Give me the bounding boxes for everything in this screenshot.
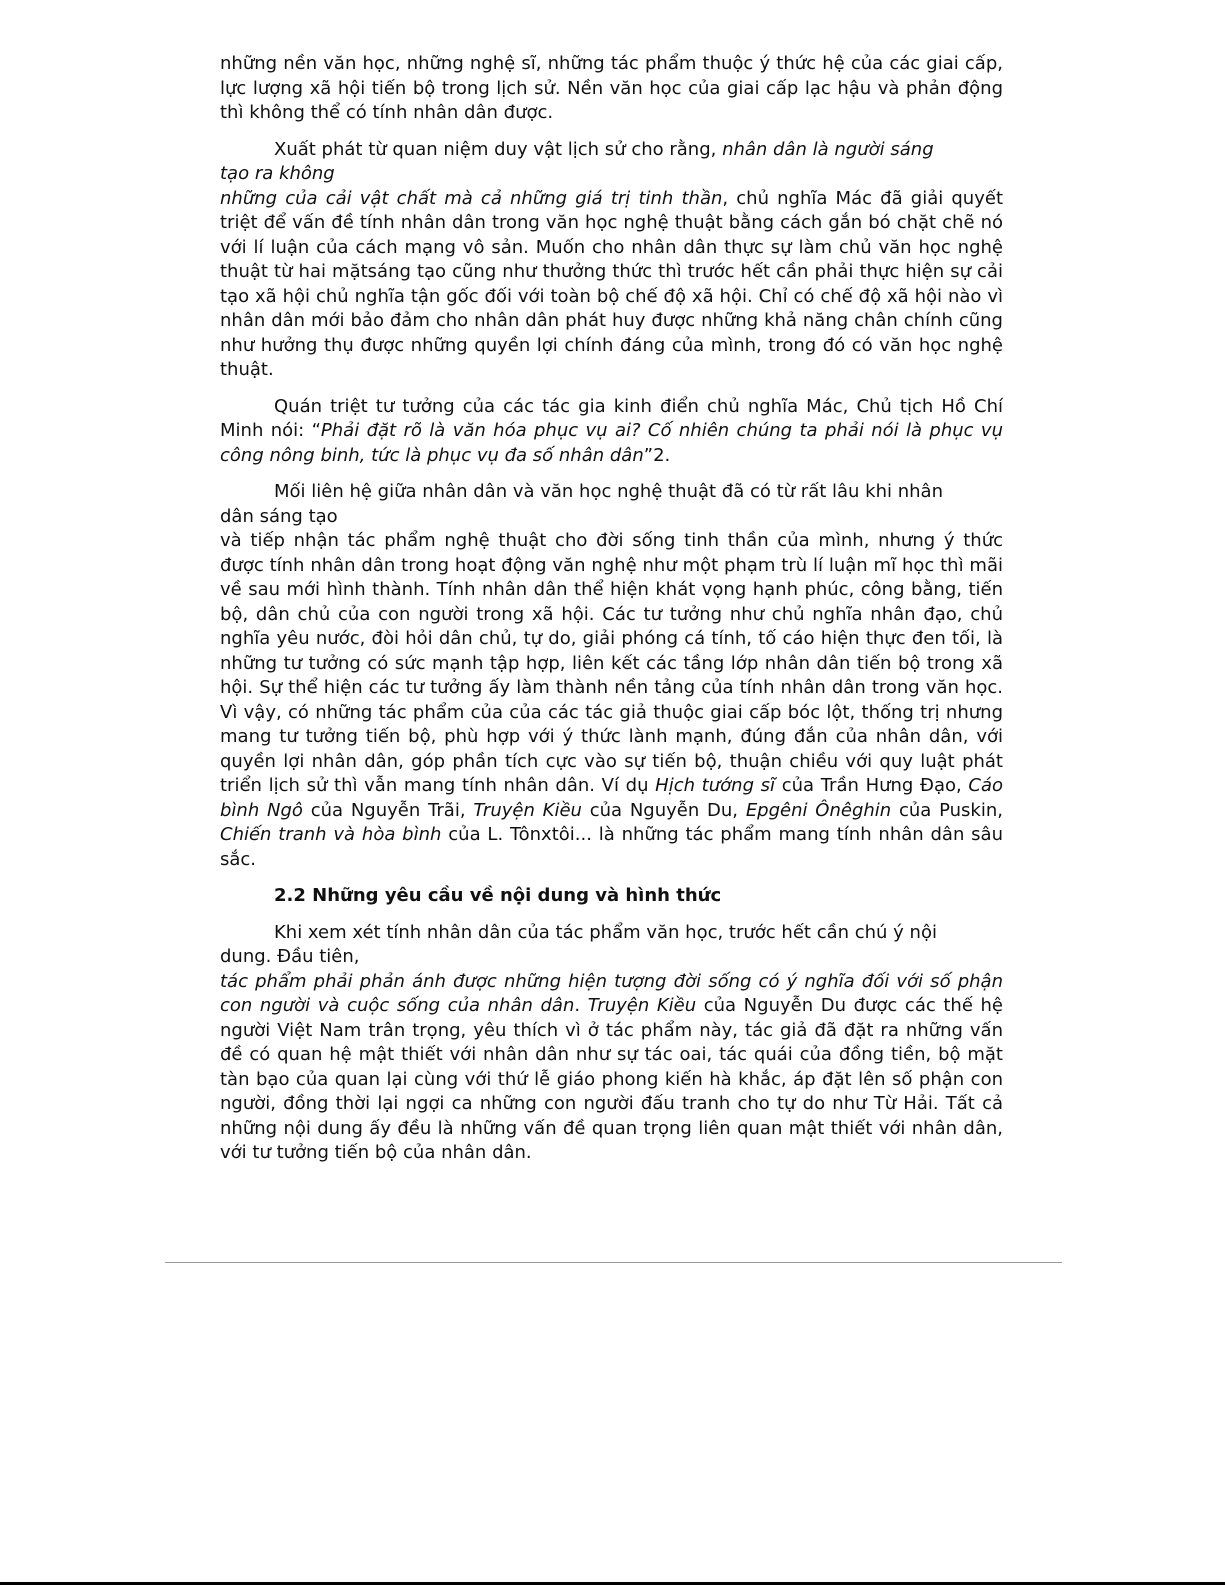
paragraph-3-tail: ”2. [643, 444, 671, 466]
spread-word-6: tạo [308, 505, 338, 527]
paragraph-2-rest: , chủ nghĩa Mác đã giải quyết triệt để vấn đề tính nhân dân trong văn học nghệ thuật bằng cách gắn bó chặt chẽ nó với lí luận của cách mạng vô sản. Muốn cho nhân dân thực sự làm chủ văn học nghệ thuật từ hai mặtsáng tạo cũng như thưởng thức thì trước hết cần phải thực hiện sự cải tạo xã hội chủ nghĩa tận gốc đối với toàn bộ chế độ xã hội. Chỉ có chế độ xã hội nào vì nhân dân mới bảo đảm cho nhân dân phát huy được những khả năng chân chính cũng như hưởng thụ được những quyền lợi chính đáng của mình, trong đó có văn học nghệ thuật. [220, 187, 1004, 380]
paragraph-5 [220, 921, 1003, 1166]
paragraph-5-body [220, 970, 1003, 1166]
spread-word-3: không [279, 163, 335, 184]
hcm-quote: Phải đặt rõ là văn hóa phục vụ ai? Cố nhiên chúng ta phải nói là phục vụ công nông binh, tức là phục vụ đa số nhân dân [220, 420, 1003, 466]
paragraph-2-italic-b: những của cải vật chất mà cả những giá trị tinh thần [220, 187, 723, 209]
paragraph-2-lead: Xuất phát từ quan niệm duy vật lịch sử cho rằng, [274, 138, 723, 160]
paragraph-4-lead: Mối liên hệ giữa nhân dân và văn học nghệ thuật đã có từ rất lâu khi nhân [274, 481, 943, 502]
work-epgeni-oneghin: Epgêni Ônêghin [745, 799, 892, 821]
work-truyen-kieu: Truyện Kiều [473, 799, 582, 821]
paragraph-4-body: và tiếp nhận tác phẩm nghệ thuật cho đời sống tinh thần của mình, nhưng ý thức được tính nhân dân trong hoạt động văn nghệ như một phạm trù lí luận mĩ học thì mãi về sau mới hình thành. Tính nhân dân thể hiện khát vọng hạnh phúc, công bằng, tiến bộ, dân chủ của con người trong xã hội. Các tư tưởng như chủ nghĩa nhân đạo, chủ nghĩa yêu nước, đòi hỏi dân chủ, tự do, giải phóng cá tính, tố cáo hiện thực đen tối, là những tư tưởng có sức mạnh tập hợp, liên kết các tầng lớp nhân dân tiến bộ trong xã hội. Sự thể hiện các tư tưởng ấy làm thành nền tảng của tính nhân dân trong văn học. Vì vậy, có những tác phẩm của của các tác giả thuộc giai cấp bóc lột, thống trị nhưng mang tư tưởng tiến bộ, phù hợp với ý thức lành mạnh, đúng đắn của nhân dân, với quyền lợi nhân dân, góp phần tích cực vào sự tiến bộ, thuận chiều với quy luật phát triển lịch sử thì vẫn mang tính nhân dân. Ví dụ [220, 530, 1003, 796]
paragraph-1-text: những nền văn học, những nghệ sĩ, những tác phẩm thuộc ý thức hệ của các giai cấp, lực lượng xã hội tiến bộ trong lịch sử. Nền văn học của giai cấp lạc hậu và phản động thì không thể có tính nhân dân được. [220, 53, 1003, 123]
paragraph-3 [220, 395, 1003, 469]
spread-word-1: tạo [220, 163, 250, 184]
paragraph-4-body-wrap [220, 529, 1003, 872]
spread-word-2: ra [254, 163, 274, 184]
work-truyen-kieu-2: Truyện Kiều [587, 995, 697, 1016]
paragraph-5-lead: Khi xem xét tính nhân dân của tác phẩm văn học, trước hết cần chú ý nội [274, 921, 937, 943]
paragraph-2-first-line [220, 138, 1003, 163]
paragraph-5-rest: của Nguyễn Du được các thế hệ người Việt Nam trân trọng, yêu thích vì ở tác phẩm này, tác giả đã đặt ra những vấn đề có quan hệ mật thiết với nhân dân như sự tác oai, tác quái của đồng tiền, bộ mặt tàn bạo của quan lại cùng với thứ lễ giáo phong kiến hà khắc, áp đặt lên số phận con người, đồng thời lại ngợi ca những con người đấu tranh cho tự do như Từ Hải. Tất cả những nội dung ấy đều là những vấn đề quan trọng liên quan mật thiết với nhân dân, với tư tưởng tiến bộ của nhân dân. [220, 995, 1003, 1163]
work-hich-tuong-si: Hịch tướng sĩ [655, 775, 776, 796]
paragraph-4-t2: của Nguyễn Trãi, [302, 799, 474, 821]
work-cao-binh-ngo: Cáo bình Ngô [220, 775, 1004, 821]
work-chien-tranh-va-hoa-binh: Chiến tranh và hòa bình [220, 824, 442, 845]
paragraph-4-spread-line [220, 505, 1003, 530]
paragraph-5-spread-line [220, 945, 1003, 970]
section-heading: 2.2 Những yêu cầu về nội dung và hình thức [274, 885, 722, 906]
footnote-separator [165, 1262, 1062, 1263]
paragraph-4-t4: của Puskin, [891, 799, 1003, 821]
spread-word-5: sáng [259, 505, 303, 527]
paragraph-1 [220, 52, 1003, 126]
spread-word-8: Đầu [277, 946, 314, 967]
paragraph-4-t3: của Nguyễn Du, [581, 799, 746, 821]
paragraph-4-t1: của Trần Hưng Đạo, [775, 775, 969, 796]
paragraph-5-italic: tác phẩm phải phản ánh được những hiện tượng đời sống có ý nghĩa đối với số phận con người và cuộc sống của nhân dân [220, 970, 1003, 1016]
spread-word-9: tiên, [319, 946, 360, 967]
paragraph-4-t5: của L. Tônxtôi... là những tác phẩm mang tính nhân dân sâu sắc. [220, 824, 1003, 870]
spread-word-7: dung. [220, 946, 272, 967]
paragraph-2-italic-a: nhân dân là người sáng [722, 138, 934, 160]
paragraph-4 [220, 480, 1003, 872]
paragraph-2-spread-line [220, 162, 1003, 187]
paragraph-3-lead: Quán triệt tư tưởng của các tác gia kinh điển chủ nghĩa Mác, Chủ tịch Hồ Chí Minh nói: “ [220, 395, 1003, 441]
paragraph-5-dot: . [574, 995, 588, 1016]
paragraph-2 [220, 138, 1003, 383]
paragraph-2-body [220, 187, 1003, 383]
document-page [220, 52, 1003, 1178]
spread-word-4: dân [220, 505, 254, 527]
